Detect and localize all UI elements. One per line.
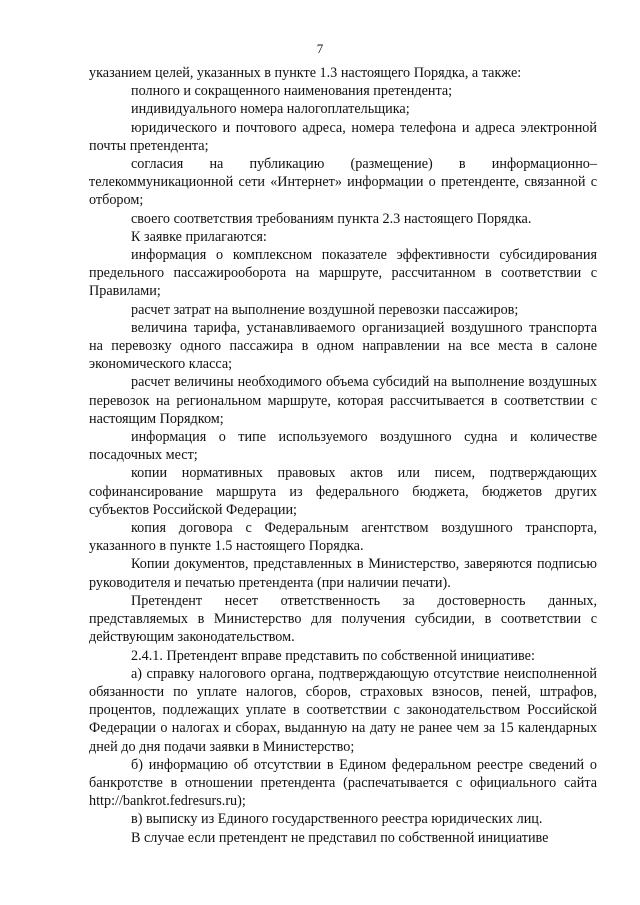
paragraph: юридического и почтового адреса, номера телефона и адреса электронной почты претендента; xyxy=(89,119,597,154)
section-heading-2-4-1: 2.4.1. Претендент вправе представить по собственной инициативе: xyxy=(131,647,535,664)
paragraph: расчет затрат на выполнение воздушной перевозки пассажиров; xyxy=(131,301,519,318)
paragraph: информация о комплексном показателе эффективности субсидирования предельного пассажирооборота на маршруте, рассчитанном в соответствии с Правилами; xyxy=(89,247,597,300)
paragraph: информация о типе используемого воздушного судна и количестве посадочных мест; xyxy=(89,429,597,464)
paragraph: величина тарифа, устанавливаемого организацией воздушного транспорта на перевозку одного пассажира в одном направлении на все места в салоне экономического класса; xyxy=(89,319,597,373)
paragraph: б) информацию об отсутствии в Едином федеральном реестре сведений о банкротстве в отношении претендента (распечатывается с официального сайта http://bankrot.fedresurs.ru); xyxy=(89,756,597,810)
paragraph: В случае если претендент не представил по собственной инициативе xyxy=(131,829,549,846)
paragraph: К заявке прилагаются: xyxy=(131,228,267,245)
paragraph: копии нормативных правовых актов или писем, подтверждающих софинансирование маршрута из федерального бюджета, бюджетов других субъектов Российской Федерации; xyxy=(89,465,597,518)
paragraph-continuation: указанием целей, указанных в пункте 1.3 настоящего Порядка, а также: xyxy=(89,65,522,81)
paragraph: согласия на публикацию (размещение) в информационно–телекоммуникационной сети «Интернет» информации о претенденте, связанной с отбором; xyxy=(89,156,597,209)
document-body xyxy=(89,64,597,847)
paragraph: полного и сокращенного наименования претендента; xyxy=(131,83,453,100)
paragraph: своего соответствия требованиям пункта 2.3 настоящего Порядка. xyxy=(131,210,532,227)
paragraph: копия договора с Федеральным агентством воздушного транспорта, указанного в пункте 1.5 настоящего Порядка. xyxy=(89,520,597,555)
paragraph: расчет величины необходимого объема субсидий на выполнение воздушных перевозок на региональном маршруте, которая рассчитывается в соответствии с настоящим Порядком; xyxy=(89,374,597,427)
paragraph: индивидуального номера налогоплательщика; xyxy=(131,101,410,118)
paragraph: а) справку налогового органа, подтверждающую отсутствие неисполненной обязанности по уплате налогов, сборов, страховых взносов, пеней, штрафов, процентов, подлежащих уплате в соответствии с законодательством Российской Федерации о налогах и сборах, выданную на дату не ранее чем за 15 календарных дней до дня подачи заявки в Министерство; xyxy=(89,665,597,755)
paragraph: Копии документов, представленных в Министерство, заверяются подписью руководителя и печатью претендента (при наличии печати). xyxy=(89,556,597,591)
paragraph: в) выписку из Единого государственного реестра юридических лиц. xyxy=(131,811,543,828)
paragraph: Претендент несет ответственность за достоверность данных, представляемых в Министерство для получения субсидии, в соответствии с действующим законодательством. xyxy=(89,592,597,646)
page-number: 7 xyxy=(316,41,324,56)
